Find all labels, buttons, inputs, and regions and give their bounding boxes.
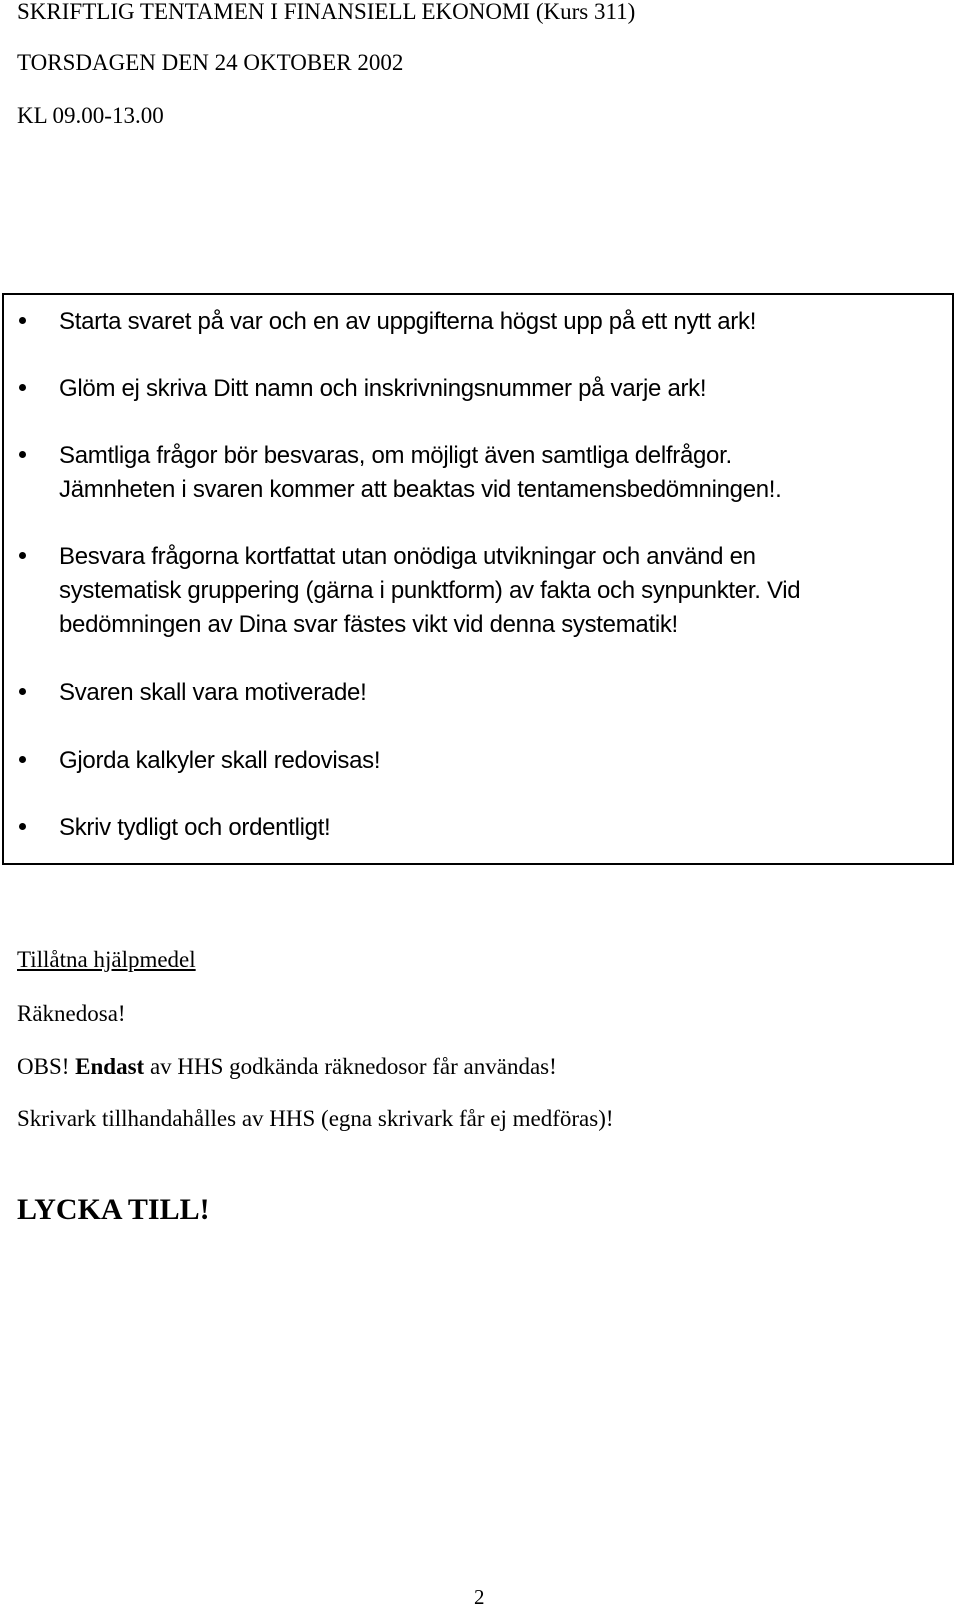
instruction-line: Samtliga frågor bör besvaras, om möjligt även samtliga delfrågor. (59, 442, 732, 469)
obs-emphasis: Endast (75, 1054, 145, 1079)
bullet-icon (19, 451, 26, 458)
exam-time: KL 09.00-13.00 (17, 103, 164, 128)
aids-heading: Tillåtna hjälpmedel (17, 947, 196, 972)
instruction-line: Skriv tydligt och ordentligt! (59, 814, 331, 841)
instructions-box (2, 293, 954, 865)
aids-printer-note: Skrivark tillhandahålles av HHS (egna skrivark får ej medföras)! (17, 1106, 614, 1131)
bullet-icon (19, 552, 26, 559)
closing-greeting: LYCKA TILL! (17, 1193, 210, 1226)
instruction-line: systematisk gruppering (gärna i punktform) av fakta och synpunkter. Vid (59, 577, 801, 604)
instruction-line: Svaren skall vara motiverade! (59, 679, 367, 706)
aids-obs-note (17, 1054, 557, 1080)
obs-rest: av HHS godkända räknedosor får användas! (149, 1054, 557, 1079)
bullet-icon (19, 756, 26, 763)
instruction-line: Besvara frågorna kortfattat utan onödiga utvikningar och använd en (59, 543, 756, 570)
instruction-line: Starta svaret på var och en av uppgifterna högst upp på ett nytt ark! (59, 308, 757, 335)
bullet-icon (19, 317, 26, 324)
obs-prefix: OBS! (17, 1054, 70, 1079)
bullet-icon (19, 823, 26, 830)
instruction-line: Glöm ej skriva Ditt namn och inskrivningsnummer på varje ark! (59, 375, 707, 402)
page-number: 2 (474, 1585, 485, 1609)
bullet-icon (19, 384, 26, 391)
instruction-line: bedömningen av Dina svar fästes vikt vid denna systematik! (59, 611, 678, 638)
bullet-icon (19, 688, 26, 695)
exam-title: SKRIFTLIG TENTAMEN I FINANSIELL EKONOMI (Kurs 311) (17, 0, 636, 24)
instruction-line: Jämnheten i svaren kommer att beaktas vid tentamensbedömningen!. (59, 476, 782, 503)
exam-date: TORSDAGEN DEN 24 OKTOBER 2002 (17, 50, 404, 75)
aids-calculator: Räknedosa! (17, 1001, 126, 1026)
instruction-line: Gjorda kalkyler skall redovisas! (59, 747, 381, 774)
